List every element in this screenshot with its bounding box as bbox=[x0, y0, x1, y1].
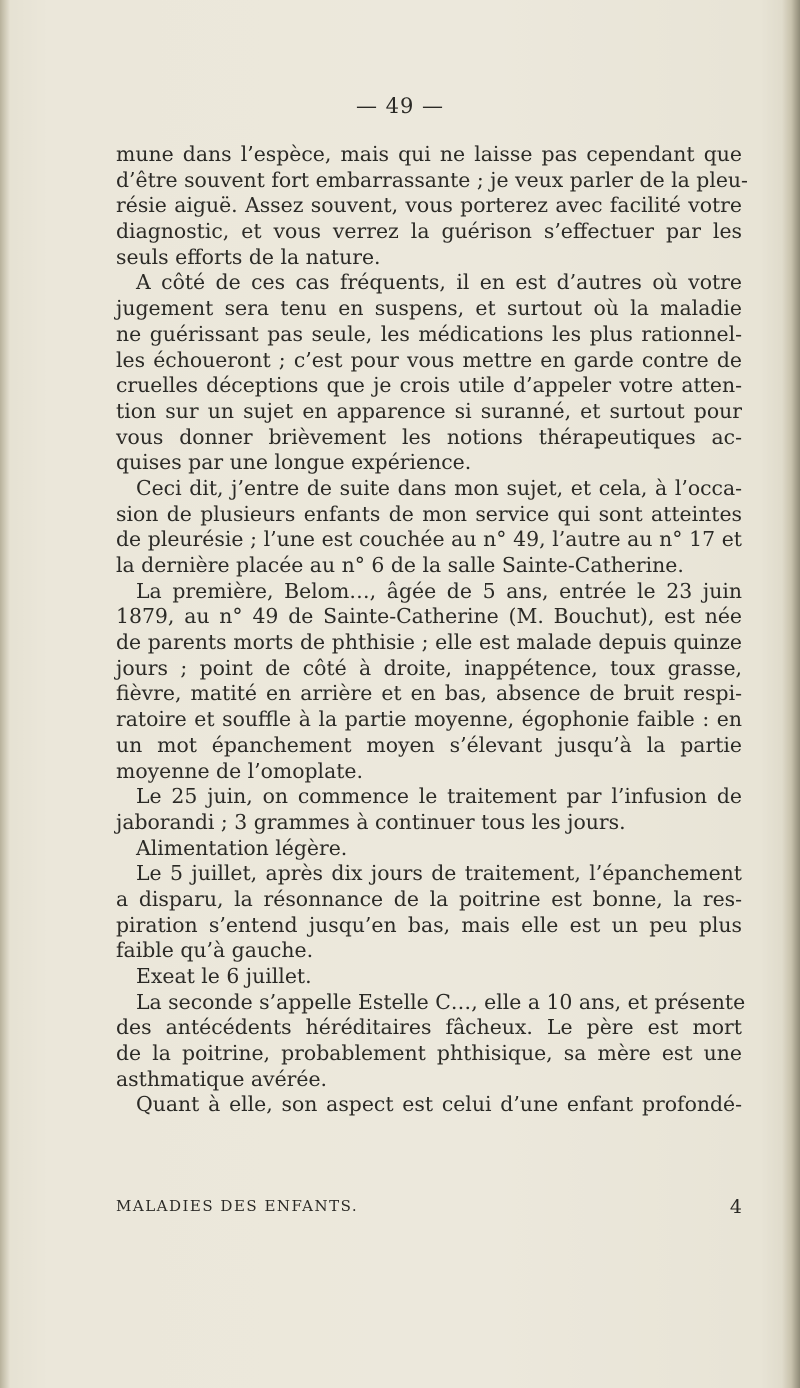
text-line: Ceci dit, j’entre de suite dans mon sujet, et cela, à l’occa- bbox=[136, 475, 742, 500]
text-line: sion de plusieurs enfants de mon service qui sont atteintes bbox=[116, 501, 742, 526]
text-line: vous donner brièvement les notions thérapeutiques ac- bbox=[116, 424, 742, 449]
text-line: seuls efforts de la nature. bbox=[116, 244, 381, 269]
text-line: faible qu’à gauche. bbox=[116, 938, 314, 963]
text-line: de parents morts de phthisie ; elle est malade depuis quinze bbox=[116, 630, 742, 655]
text-line: jaborandi ; 3 grammes à continuer tous les jours. bbox=[116, 809, 626, 834]
text-line: fièvre, matité en arrière et en bas, absence de bruit respi- bbox=[116, 681, 742, 706]
text-line: résie aiguë. Assez souvent, vous porterez avec facilité votre bbox=[116, 193, 742, 218]
text-line: ratoire et souffle à la partie moyenne, égophonie faible : en bbox=[116, 707, 742, 732]
text-line: quises par une longue expérience. bbox=[116, 450, 472, 475]
text-line: cruelles déceptions que je crois utile d’appeler votre atten- bbox=[116, 373, 742, 398]
text-line: a disparu, la résonnance de la poitrine est bonne, la res- bbox=[116, 886, 742, 911]
text-line: des antécédents héréditaires fâcheux. Le père est mort bbox=[116, 1015, 742, 1040]
text-line: La seconde s’appelle Estelle C…, elle a 10 ans, et présente bbox=[136, 989, 746, 1014]
text-line: d’être souvent fort embarrassante ; je veux parler de la pleu- bbox=[116, 167, 748, 192]
text-line: mune dans l’espèce, mais qui ne laisse pas cependant que bbox=[116, 142, 742, 166]
text-line: de pleurésie ; l’une est couchée au n° 49, l’autre au n° 17 et bbox=[116, 527, 742, 552]
running-title: MALADIES DES ENFANTS. bbox=[116, 1197, 359, 1215]
text-line: La première, Belom…, âgée de 5 ans, entrée le 23 juin bbox=[136, 578, 742, 603]
text-line: Quant à elle, son aspect est celui d’une enfant profondé- bbox=[136, 1092, 742, 1117]
text-line: la dernière placée au n° 6 de la salle Sainte-Catherine. bbox=[116, 553, 684, 577]
text-line: tion sur un sujet en apparence si suranné, et surtout pour bbox=[116, 398, 742, 423]
text-line: asthmatique avérée. bbox=[116, 1066, 327, 1091]
text-line: Le 25 juin, on commence le traitement par l’infusion de bbox=[136, 784, 742, 809]
text-line: les échoueront ; c’est pour vous mettre en garde contre de bbox=[116, 347, 742, 372]
text-line: 1879, au n° 49 de Sainte-Catherine (M. Bouchut), est née bbox=[116, 604, 742, 629]
signature-mark: 4 bbox=[729, 1196, 742, 1218]
page-left-shadow bbox=[0, 0, 10, 1388]
text-line: Alimentation légère. bbox=[136, 835, 348, 860]
text-line: un mot épanchement moyen s’élevant jusqu’à la partie bbox=[116, 732, 742, 757]
text-line: piration s’entend jusqu’en bas, mais elle est un peu plus bbox=[116, 912, 742, 937]
text-line: ne guérissant pas seule, les médications les plus rationnel- bbox=[116, 321, 742, 346]
text-line: Le 5 juillet, après dix jours de traitement, l’épanchement bbox=[136, 861, 742, 886]
text-line: jugement sera tenu en suspens, et surtout où la maladie bbox=[116, 296, 742, 321]
page-right-edge bbox=[782, 0, 800, 1388]
text-line: Exeat le 6 juillet. bbox=[136, 964, 312, 988]
text-line: A côté de ces cas fréquents, il en est d’autres où votre bbox=[136, 270, 742, 295]
page-footer bbox=[116, 1196, 742, 1218]
page-number: — 49 — bbox=[355, 94, 445, 118]
text-line: diagnostic, et vous verrez la guérison s’effectuer par les bbox=[116, 219, 742, 244]
text-line: de la poitrine, probablement phthisique, sa mère est une bbox=[116, 1041, 742, 1066]
text-line: jours ; point de côté à droite, inappétence, toux grasse, bbox=[116, 655, 742, 680]
text-line: moyenne de l’omoplate. bbox=[116, 758, 363, 783]
body-text bbox=[116, 142, 748, 1118]
